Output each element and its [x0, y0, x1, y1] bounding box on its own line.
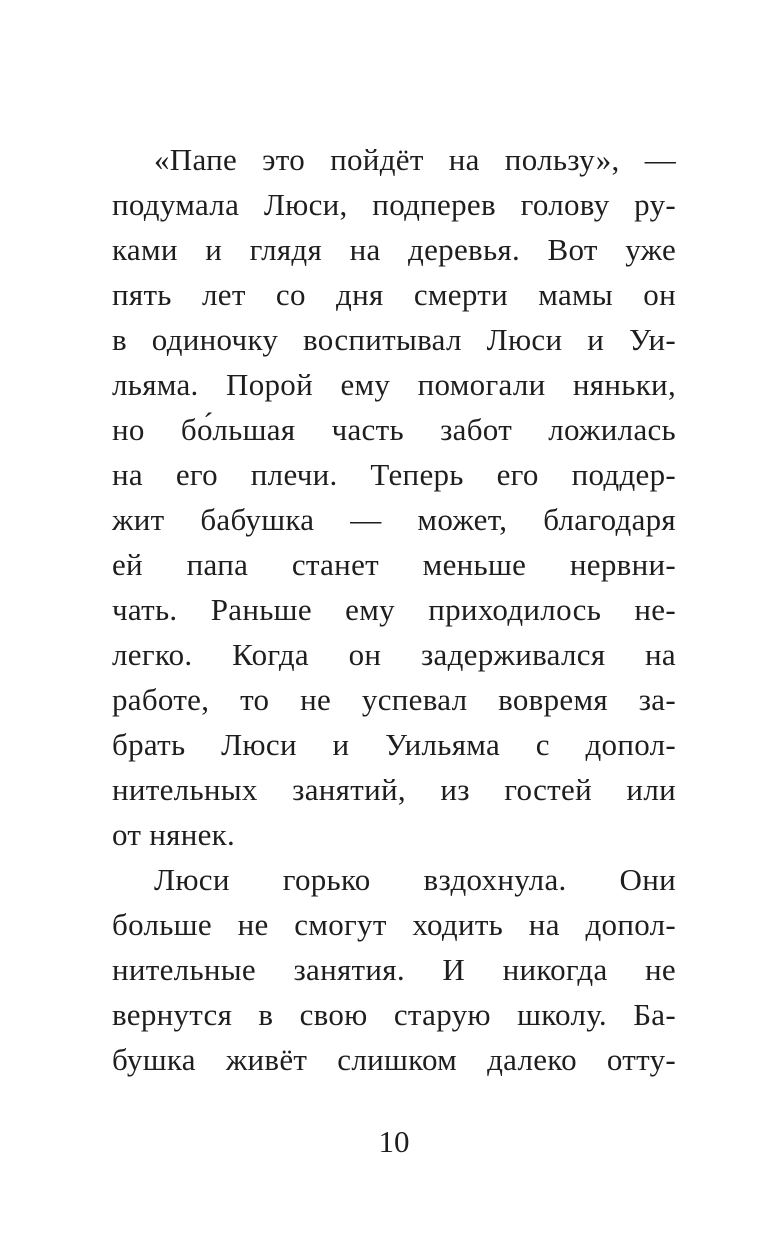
page-number: 10 [378, 1124, 410, 1159]
text-line: больше не смогут ходить на допол- [112, 907, 676, 942]
text-line: Люси горько вздохнула. Они [154, 862, 676, 897]
text-line: льяма. Порой ему помогали няньки, [112, 367, 676, 402]
text-line: пять лет со дня смерти мамы он [112, 277, 676, 312]
text-line: брать Люси и Уильяма с допол- [112, 727, 676, 762]
page-text [112, 137, 676, 1082]
text-line: работе, то не успевал вовремя за- [112, 682, 676, 717]
text-line: от нянек. [112, 817, 236, 852]
text-line: но бо́льшая часть забот ложилась [112, 412, 676, 447]
text-line: легко. Когда он задерживался на [112, 637, 676, 672]
text-line: «Папе это пойдёт на пользу», — [154, 142, 676, 177]
paragraph [112, 137, 676, 857]
text-line: в одиночку воспитывал Люси и Уи- [112, 322, 676, 357]
text-line: нительные занятия. И никогда не [112, 952, 676, 987]
text-line: на его плечи. Теперь его поддер- [112, 457, 676, 492]
text-line: чать. Раньше ему приходилось не- [112, 592, 676, 627]
text-line: вернутся в свою старую школу. Ба- [112, 997, 676, 1032]
text-line: жит бабушка — может, благодаря [112, 502, 676, 537]
text-line: ками и глядя на деревья. Вот уже [112, 232, 676, 267]
text-line: ей папа станет меньше нервни- [112, 547, 676, 582]
paragraph [112, 857, 676, 1082]
text-line: нительных занятий, из гостей или [112, 772, 676, 807]
text-line: подумала Люси, подперев голову ру- [112, 187, 676, 222]
text-line: бушка живёт слишком далеко отту- [112, 1042, 676, 1077]
